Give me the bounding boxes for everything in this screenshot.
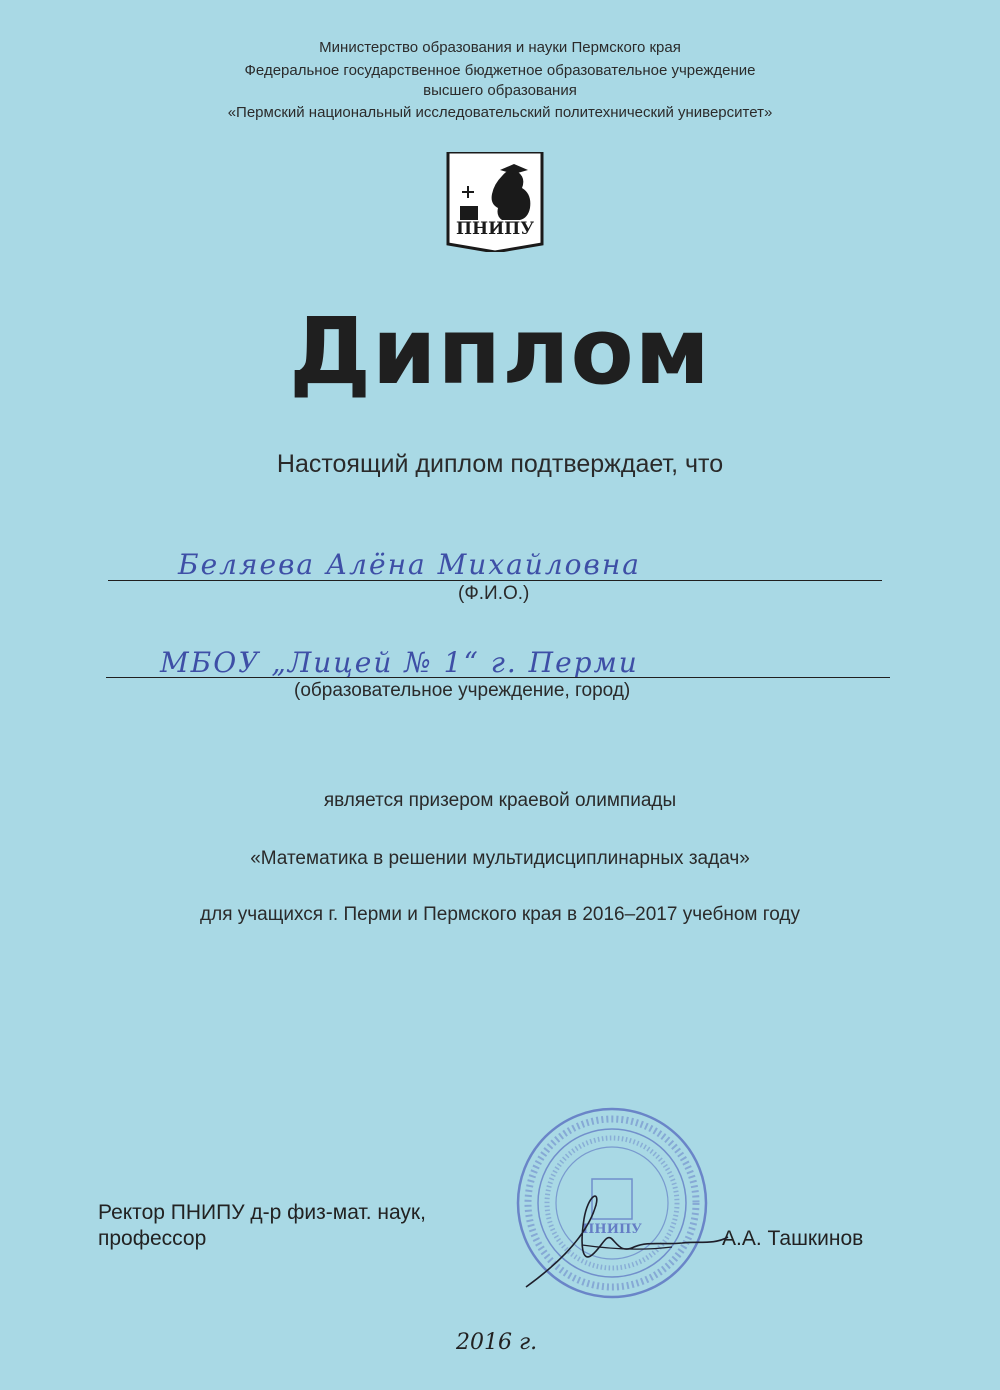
signatory-name: А.А. Ташкинов [722, 1227, 864, 1250]
confirmation-text: Настоящий диплом подтверждает, что [276, 450, 724, 478]
olympiad-scope: для учащихся г. Перми и Пермского края в 2016–2017 учебном году [200, 904, 800, 925]
document-title: Диплом [289, 298, 711, 405]
header-institution-type: Федеральное государственное бюджетное образовательное учреждение [244, 62, 756, 79]
signatory-position-line2: профессор [98, 1227, 207, 1250]
signatory-position-line1: Ректор ПНИПУ д-р физ-мат. наук, [98, 1201, 426, 1224]
recipient-institution: МБОУ „Лицей № 1“ г. Перми [160, 646, 639, 679]
signatory-position [98, 1200, 426, 1252]
name-underline [108, 580, 882, 581]
header-ministry: Министерство образования и науки Пермского края [319, 39, 681, 56]
olympiad-title: «Математика в решении мультидисциплинарных задач» [250, 848, 750, 869]
logo-text: ПНИПУ [455, 219, 535, 239]
name-caption: (Ф.И.О.) [458, 583, 530, 604]
institution-caption: (образовательное учреждение, город) [294, 680, 631, 701]
header-university-name: «Пермский национальный исследовательский политехнический университет» [227, 104, 773, 121]
header-education-level: высшего образования [423, 82, 577, 99]
recipient-name: Беляева Алёна Михайловна [178, 548, 641, 581]
award-text: является призером краевой олимпиады [323, 790, 677, 811]
rector-signature [522, 1175, 732, 1295]
institution-underline [106, 677, 890, 678]
university-logo [444, 152, 546, 252]
issue-year: 2016 г. [456, 1330, 538, 1355]
stamp-logo-text: ПНИПУ [582, 1222, 642, 1237]
